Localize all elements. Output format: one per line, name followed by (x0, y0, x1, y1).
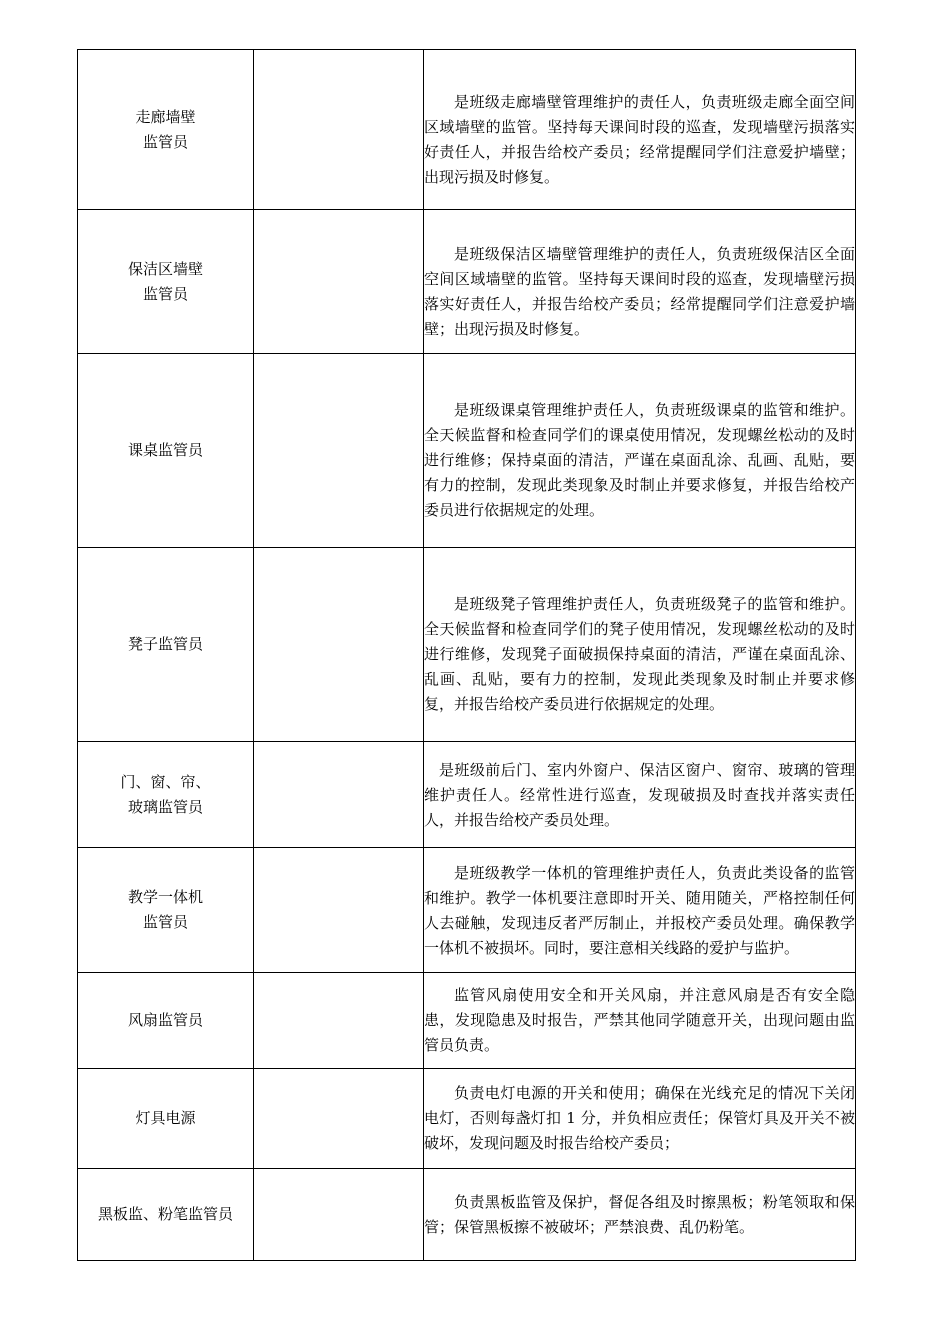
assignee-cell (254, 210, 424, 354)
duty-cell (424, 354, 856, 548)
assignee-cell (254, 1169, 424, 1261)
role-label-line: 玻璃监管员 (127, 797, 203, 816)
role-cell (78, 1169, 254, 1261)
table-row (78, 354, 856, 548)
role-label-line: 走廊墙壁 (135, 107, 196, 126)
table-row (78, 1169, 856, 1261)
role-cell (78, 210, 254, 354)
role-cell (78, 50, 254, 210)
table-row (78, 548, 856, 742)
table-row (78, 1069, 856, 1169)
role-label-line: 风扇监管员 (127, 1011, 203, 1029)
role-cell (78, 354, 254, 548)
duty-cell (424, 50, 856, 210)
table-row (78, 210, 856, 354)
duty-cell (424, 973, 856, 1069)
table-row (78, 848, 856, 973)
duty-cell (424, 1169, 856, 1261)
role-label-line: 保洁区墙壁 (127, 259, 203, 278)
table-row (78, 50, 856, 210)
role-cell (78, 742, 254, 848)
role-label-line: 门、窗、帘、 (120, 772, 211, 791)
duty-text: 是班级教学一体机的管理维护责任人，负责此类设备的监管和维护。教学一体机要注意即时开关、随用随关，严格控制任何人去碰触，发现违反者严厉制止，并报校产委员处理。确保教学一体机不被损坏。同时，要注意相关线路的爱护与监护。 (424, 864, 855, 957)
duty-cell (424, 1069, 856, 1169)
role-label-line: 教学一体机 (127, 888, 203, 906)
duty-text: 是班级凳子管理维护责任人，负责班级凳子的监管和维护。全天候监督和检查同学们的凳子使用情况，发现螺丝松动的及时进行维修，发现凳子面破损保持桌面的清洁，严谨在桌面乱涂、乱画、乱贴，要有力的控制，发现此类现象及时制止并要求修复，并报告给校产委员进行依据规定的处理。 (424, 595, 855, 713)
role-cell (78, 548, 254, 742)
duty-table (77, 49, 856, 1261)
role-cell (78, 848, 254, 973)
role-label-line: 监管员 (142, 913, 188, 931)
duty-text: 是班级课桌管理维护责任人，负责班级课桌的监管和维护。全天候监督和检查同学们的课桌使用情况，发现螺丝松动的及时进行维修；保持桌面的清洁，严谨在桌面乱涂、乱画、乱贴，要有力的控制，发现此类现象及时制止并要求修复，并报告给校产委员进行依据规定的处理。 (424, 401, 855, 519)
duty-cell (424, 210, 856, 354)
assignee-cell (254, 742, 424, 848)
assignee-cell (254, 548, 424, 742)
duty-text: 是班级保洁区墙壁管理维护的责任人，负责班级保洁区全面空间区域墙壁的监管。坚持每天课间时段的巡查，发现墙壁污损落实好责任人，并报告给校产委员；经常提醒同学们注意爱护墙壁；出现污损及时修复。 (424, 244, 855, 338)
duty-text: 监管风扇使用安全和开关风扇，并注意风扇是否有安全隐患，发现隐患及时报告，严禁其他同学随意开关，出现问题由监管员负责。 (424, 986, 855, 1054)
role-label-line: 监管员 (142, 132, 188, 151)
duty-text: 负责电灯电源的开关和使用；确保在光线充足的情况下关闭电灯，否则每盏灯扣 1 分，并负相应责任；保管灯具及开关不被破坏，发现问题及时报告给校产委员； (424, 1084, 855, 1152)
table-row (78, 742, 856, 848)
duty-cell (424, 548, 856, 742)
assignee-cell (254, 973, 424, 1069)
role-label-line: 课桌监管员 (127, 441, 203, 459)
table-row (78, 973, 856, 1069)
duty-text: 是班级前后门、室内外窗户、保洁区窗户、窗帘、玻璃的管理维护责任人。经常性进行巡查，发现破损及时查找并落实责任人，并报告给校产委员处理。 (424, 761, 855, 829)
duty-cell (424, 742, 856, 848)
assignee-cell (254, 50, 424, 210)
duty-text: 负责黑板监管及保护，督促各组及时擦黑板；粉笔领取和保管；保管黑板擦不被破坏；严禁浪费、乱仍粉笔。 (424, 1192, 855, 1236)
role-cell (78, 1069, 254, 1169)
role-label-line: 监管员 (142, 284, 188, 303)
duty-text: 是班级走廊墙壁管理维护的责任人，负责班级走廊全面空间区域墙壁的监管。坚持每天课间时段的巡查，发现墙壁污损落实好责任人，并报告给校产委员；经常提醒同学们注意爱护墙壁；出现污损及时修复。 (424, 92, 855, 186)
role-cell (78, 973, 254, 1069)
duty-cell (424, 848, 856, 973)
assignee-cell (254, 1069, 424, 1169)
assignee-cell (254, 354, 424, 548)
role-label-line: 灯具电源 (135, 1109, 196, 1127)
role-label-line: 黑板监、粉笔监管员 (97, 1205, 233, 1223)
role-label-line: 凳子监管员 (127, 635, 203, 653)
assignee-cell (254, 848, 424, 973)
